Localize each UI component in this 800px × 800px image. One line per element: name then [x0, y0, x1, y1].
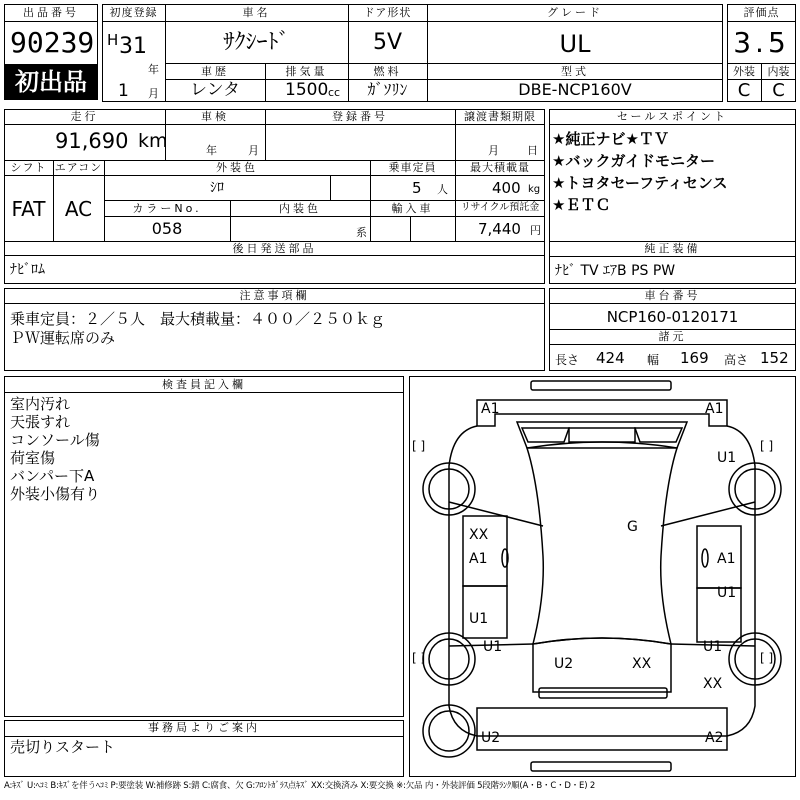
genuine-value: ﾅﾋﾞ TV ｴｱB PS PW [555, 263, 676, 279]
transfer-day-unit: 日 [527, 144, 538, 157]
aircon-label: エアコン [54, 161, 103, 174]
int-color-label: 内装色 [279, 202, 321, 215]
displacement-label: 排気量 [285, 65, 328, 78]
displacement-value: 1500 [285, 80, 329, 100]
front-grille-l [522, 428, 569, 442]
fuel-label: 燃料 [373, 65, 402, 78]
roof [527, 442, 677, 644]
inspector-label: 検査員記入欄 [162, 378, 246, 391]
grade-label: グレード [547, 6, 603, 19]
int-score-label: 内装 [767, 65, 790, 78]
diag-fl-bumper: A1 [481, 401, 500, 417]
sales-point-1: ★純正ナビ★ＴＶ [552, 130, 669, 148]
dims-label: 諸元 [658, 330, 687, 343]
later-parts-label: 後日発送部品 [232, 242, 317, 255]
lot-number: 90239 [10, 26, 95, 59]
first-reg-month-unit: 月 [148, 87, 159, 100]
max-load-unit: kg [528, 184, 541, 195]
color-no-label: カラーNo. [132, 202, 202, 215]
diag-rear-bumper-r: A2 [705, 730, 724, 746]
height-value: 152 [760, 349, 789, 367]
diag-l-rear-fender: U1 [483, 639, 503, 655]
first-reg-year-unit: 年 [148, 63, 159, 76]
inspector-line-2: 天張すれ [10, 413, 71, 431]
diag-bracket-left-2: [ ] [412, 651, 426, 665]
transfer-month-unit: 月 [488, 144, 499, 157]
ext-score-value: C [737, 80, 751, 101]
diag-tailgate-l: U2 [554, 656, 574, 672]
inspection-label: 車検 [201, 110, 229, 123]
capacity-label: 乗車定員 [388, 161, 437, 174]
shift-label: シフト [10, 161, 47, 174]
inspector-line-3: コンソール傷 [10, 431, 100, 449]
aircon-value: AC [64, 197, 93, 221]
width-label: 幅 [647, 353, 660, 367]
car-name-value: ｻｸｼｰﾄﾞ [223, 30, 290, 55]
chassis-label: 車台番号 [644, 289, 701, 302]
length-value: 424 [596, 349, 625, 367]
spare-wheel [423, 705, 475, 757]
shift-value: FAT [11, 197, 46, 221]
inspection-year-unit: 年 [206, 144, 217, 157]
sales-point-2: ★バックガイドモニター [552, 152, 715, 170]
first-listing-badge-text: 初出品 [15, 68, 87, 96]
model-value: DBE-NCP160V [518, 80, 632, 99]
recycle-unit: 円 [530, 224, 541, 237]
diag-roof: G [627, 519, 638, 535]
rear-bumper-strip [539, 688, 667, 698]
score-value: 3.5 [733, 26, 790, 59]
car-name-label: 車名 [242, 6, 271, 19]
diag-r-rear-door: U1 [717, 585, 737, 601]
chassis-value: NCP160-0120171 [606, 308, 739, 326]
legend-text: A:ｷｽﾞ U:ﾍｺﾐ B:ｷｽﾞを伴うﾍｺﾐ P:要塗装 W:補修跡 S:錆 C:腐食、欠 G:ﾌﾛﾝﾄｶﾞﾗｽ点ｷｽﾞ XX:交換済み X:要交換 ※:欠品 内・外装評価 5段階ﾗﾝｸ順(A・B・C・D・E) 2 [4, 781, 596, 791]
diag-l-front-door-a: XX [469, 527, 489, 543]
diag-l-front-door-b: A1 [469, 551, 488, 567]
ext-score-label: 外装 [733, 65, 755, 78]
notes-line-1: 乗車定員：２／５人 最大積載量：４００／２５０ｋｇ [10, 310, 386, 328]
diag-r-rear-corner: XX [703, 676, 723, 692]
first-reg-label: 初度登録 [109, 6, 158, 19]
diag-fr-bumper: A1 [705, 401, 724, 417]
mileage-value: 91,690 [55, 129, 129, 153]
transfer-label: 譲渡書類期限 [464, 110, 536, 123]
doors-value: 5V [372, 30, 403, 55]
genuine-label: 純正装備 [644, 242, 701, 255]
first-reg-year: 31 [119, 34, 147, 59]
grade-value: UL [559, 30, 591, 58]
right-mirror [702, 549, 708, 567]
diag-r-fender-top: U1 [717, 450, 737, 466]
max-load-label: 最大積載量 [470, 161, 530, 174]
inspector-line-4: 荷室傷 [10, 449, 56, 467]
capacity-unit: 人 [437, 183, 448, 196]
model-label: 型式 [561, 65, 589, 78]
car-diagram [409, 376, 796, 777]
notes-line-2: ＰＷ運転席のみ [10, 329, 116, 347]
score-label: 評価点 [743, 6, 780, 19]
inspector-line-6: 外装小傷有り [10, 485, 101, 503]
sales-points-label: セールスポイント [616, 110, 728, 123]
height-label: 高さ [724, 353, 749, 367]
fuel-value: ｶﾞｿﾘﾝ [367, 80, 408, 99]
diag-bracket-right: [ ] [760, 439, 774, 453]
ext-color-label: 外装色 [216, 161, 258, 174]
int-score-value: C [772, 80, 785, 101]
recycle-label: リサイクル預託金 [460, 202, 540, 213]
notes-label: 注意事項欄 [239, 289, 310, 302]
recycle-value: 7,440 [478, 220, 521, 238]
first-reg-month: 1 [118, 81, 129, 101]
hood [517, 422, 687, 448]
capacity-value: 5 [412, 179, 422, 197]
sales-point-3: ★トヨタセーフティセンス [552, 174, 728, 192]
diag-bracket-right-2: [ ] [760, 651, 774, 665]
inspector-line-5: バンパー下A [10, 467, 95, 485]
lot-label: 出品番号 [23, 6, 79, 19]
width-value: 169 [680, 349, 709, 367]
inspection-month-unit: 月 [248, 144, 259, 157]
diag-tailgate-r: XX [632, 656, 652, 672]
mileage-unit: km [138, 130, 168, 152]
later-parts-value: ﾅﾋﾞﾛﾑ [10, 262, 45, 278]
later-parts-box [4, 255, 545, 284]
diag-bracket-left: [ ] [412, 439, 426, 453]
diag-r-rear-fender: U1 [703, 639, 723, 655]
doors-label: ドア形状 [363, 6, 412, 19]
max-load-value: 400 [492, 179, 521, 197]
diag-rear-bumper-l: U2 [481, 730, 501, 746]
int-color-unit: 系 [356, 226, 367, 239]
sales-point-4: ★ＥＴＣ [552, 196, 611, 214]
rear-bumper [477, 708, 727, 750]
front-bumper-strip [531, 381, 671, 390]
ext-color-value: ｼﾛ [210, 180, 224, 196]
inspector-line-1: 室内汚れ [10, 395, 71, 413]
history-label: 車歴 [201, 65, 229, 78]
first-reg-era: H [107, 31, 119, 49]
office-label: 事務局よりご案内 [148, 721, 260, 734]
length-label: 長さ [555, 353, 580, 367]
reg-no-label: 登録番号 [332, 110, 388, 123]
diag-l-rear-door: U1 [469, 611, 489, 627]
mileage-label: 走行 [70, 110, 99, 123]
history-value: レンタ [190, 80, 240, 100]
office-value: 売切りスタート [10, 738, 116, 756]
displacement-unit: cc [328, 86, 341, 99]
diag-r-front-door: A1 [717, 551, 736, 567]
front-grille-r [635, 428, 682, 442]
color-no-value: 058 [151, 219, 183, 238]
import-label: 輸入車 [391, 202, 434, 215]
